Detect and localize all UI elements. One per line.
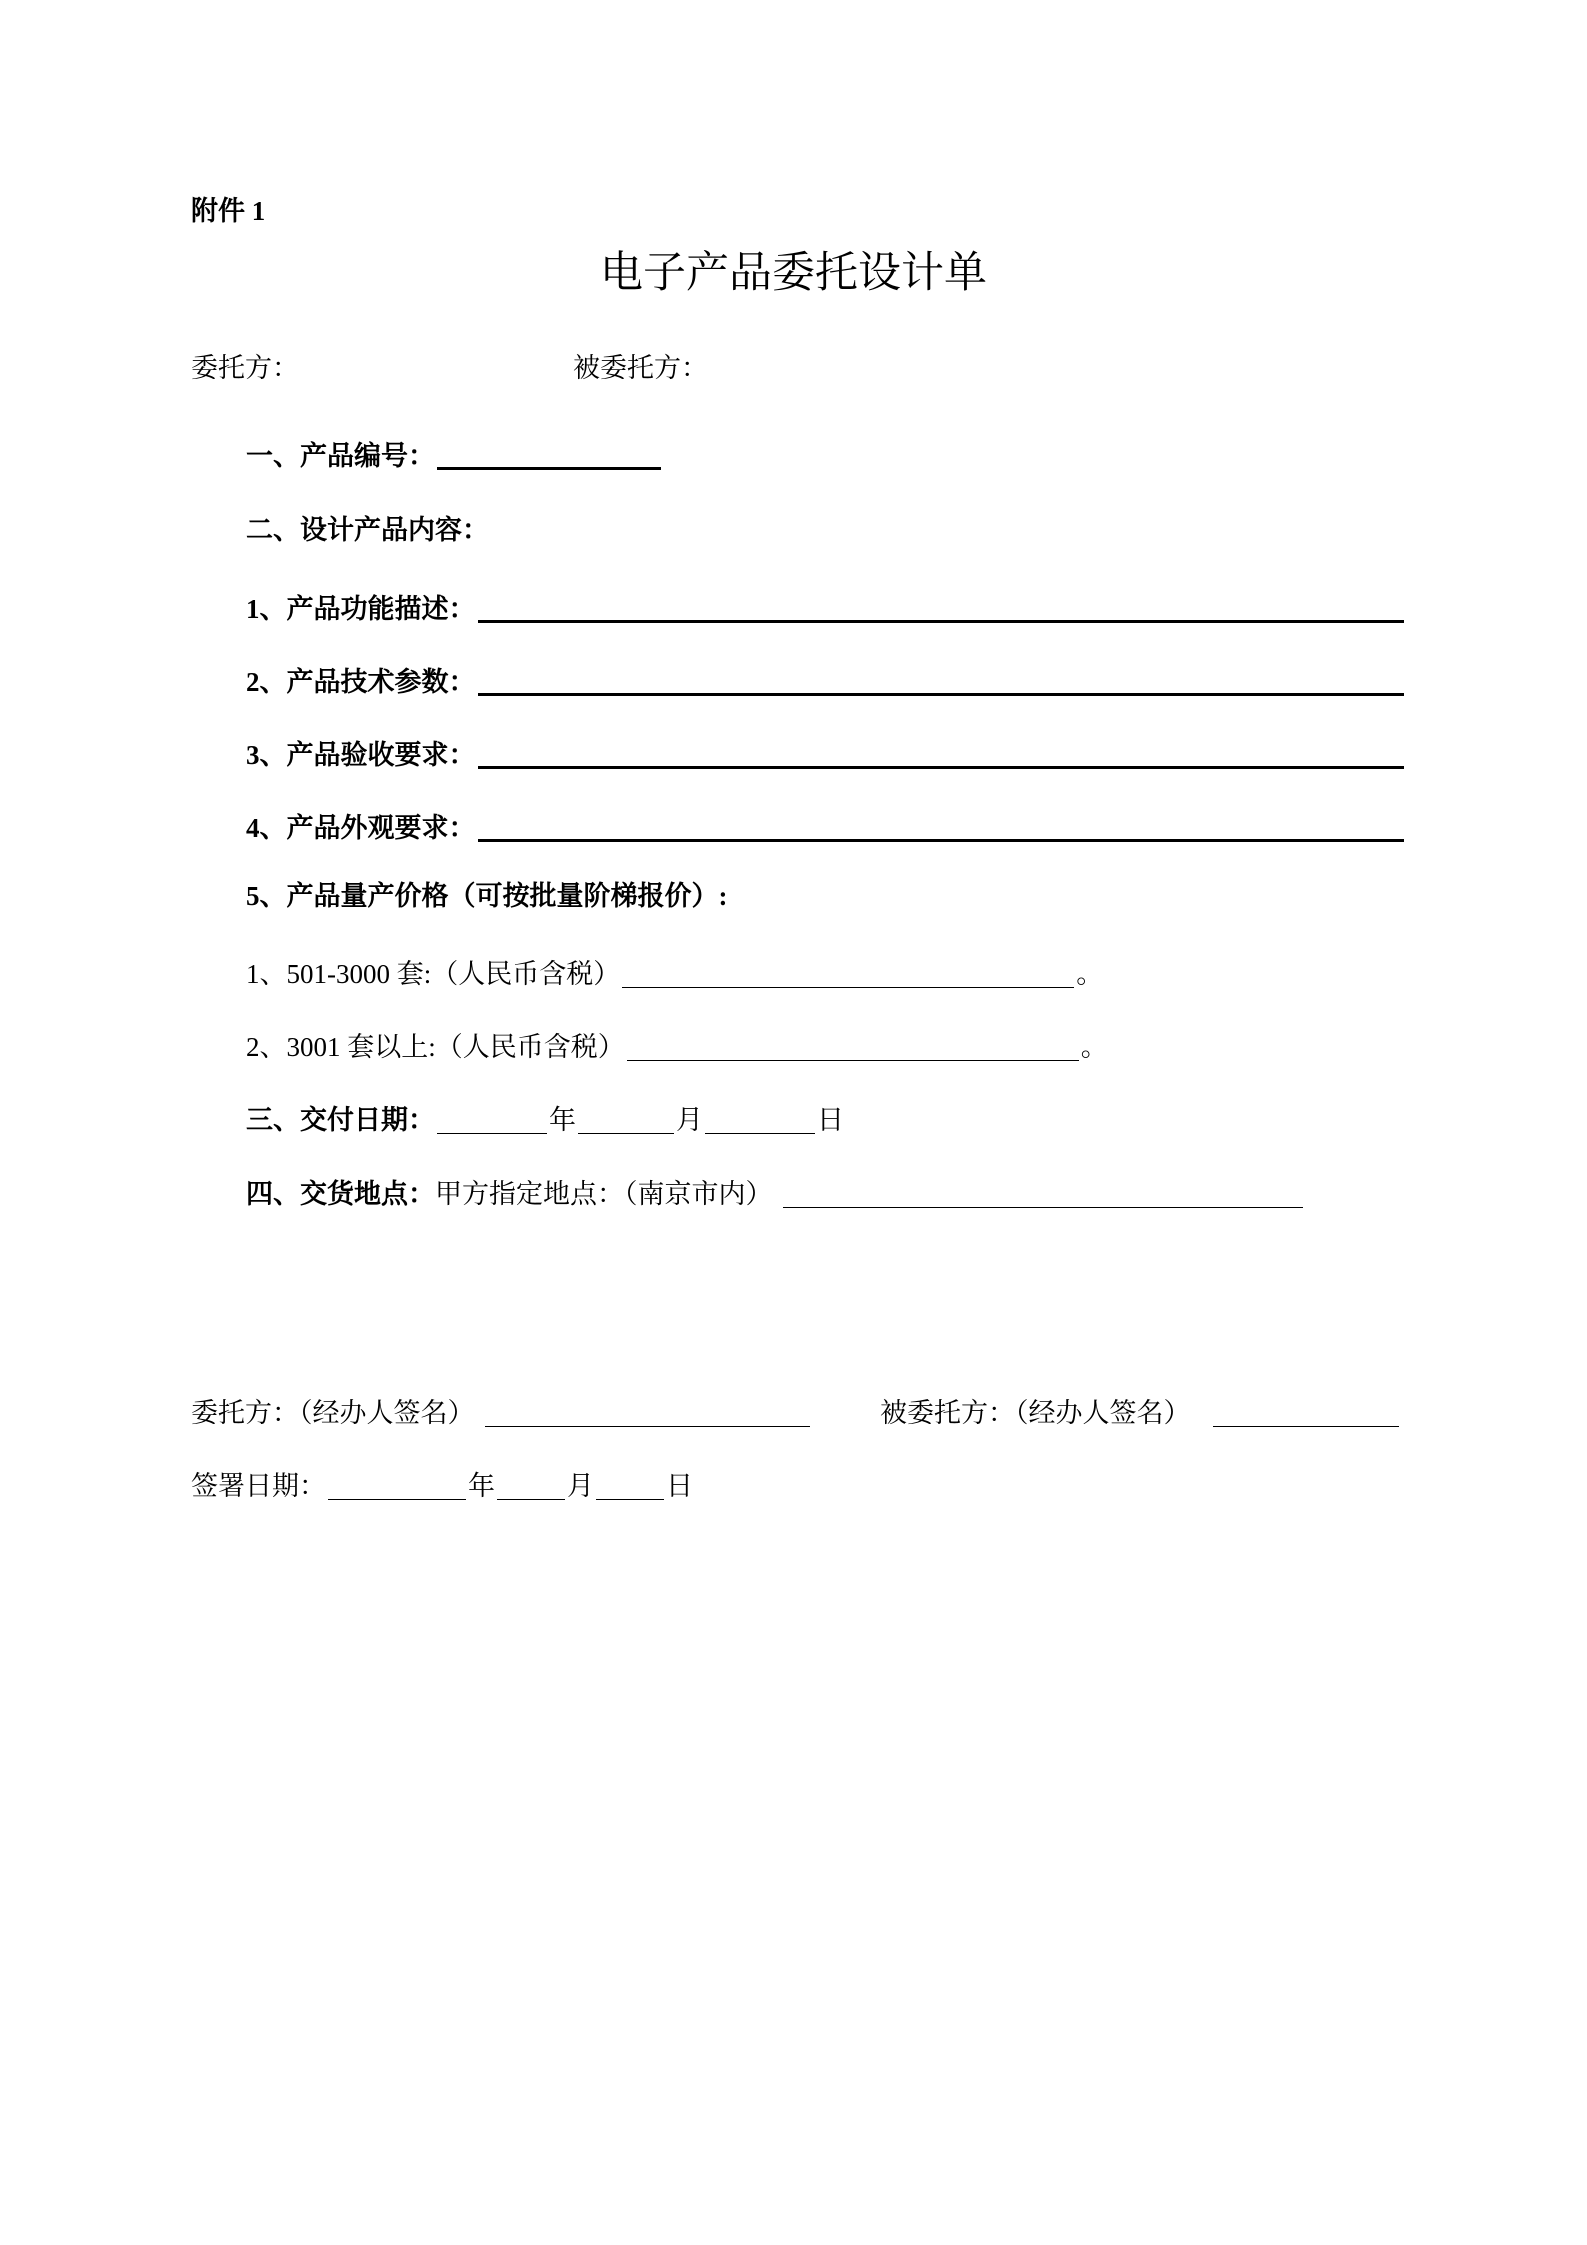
tech-params-field[interactable] — [478, 663, 1405, 696]
price-row-1 — [246, 957, 1103, 988]
acceptance-label: 3、产品验收要求： — [246, 740, 476, 770]
acceptance-row — [246, 736, 1406, 769]
design-content-heading: 二、设计产品内容： — [246, 515, 489, 545]
delivery-location-value: 甲方指定地点：（南京市内） — [435, 1179, 773, 1209]
client-label: 委托方： — [191, 353, 299, 383]
delivery-location-field[interactable] — [783, 1177, 1303, 1208]
price-row-2-field[interactable] — [627, 1030, 1079, 1061]
product-number-row — [246, 437, 663, 470]
delivery-day-field[interactable] — [705, 1103, 815, 1134]
client-sign-label: 委托方：（经办人签名） — [191, 1398, 475, 1428]
price-row-1-suffix: 。 — [1076, 959, 1104, 989]
delivery-year-field[interactable] — [437, 1103, 547, 1134]
sign-year-field[interactable] — [328, 1469, 466, 1500]
contractor-sign-label: 被委托方：（经办人签名） — [880, 1398, 1191, 1428]
tech-params-label: 2、产品技术参数： — [246, 667, 476, 697]
price-row-2-suffix: 。 — [1080, 1032, 1108, 1062]
delivery-year-unit: 年 — [549, 1105, 576, 1135]
price-row-1-field[interactable] — [622, 957, 1074, 988]
sign-day-field[interactable] — [596, 1469, 664, 1500]
client-sign-field[interactable] — [485, 1396, 810, 1427]
delivery-location-row — [246, 1177, 1305, 1208]
page-title: 电子产品委托设计单 — [600, 250, 987, 297]
sign-year-unit: 年 — [468, 1471, 495, 1501]
sign-month-unit: 月 — [567, 1471, 594, 1501]
delivery-date-label: 三、交付日期： — [246, 1105, 435, 1135]
sign-date-label: 签署日期： — [191, 1471, 326, 1501]
product-number-field[interactable] — [437, 437, 661, 470]
function-desc-row — [246, 590, 1406, 623]
delivery-date-row — [246, 1103, 844, 1134]
sign-month-field[interactable] — [497, 1469, 565, 1500]
delivery-month-field[interactable] — [578, 1103, 674, 1134]
attachment-label: 附件 1 — [191, 196, 266, 226]
price-row-2 — [246, 1030, 1108, 1061]
delivery-day-unit: 日 — [817, 1105, 844, 1135]
contractor-sign-field[interactable] — [1213, 1396, 1399, 1427]
function-desc-label: 1、产品功能描述： — [246, 594, 476, 624]
delivery-month-unit: 月 — [676, 1105, 703, 1135]
delivery-location-label: 四、交货地点： — [246, 1179, 435, 1209]
sign-date-row — [191, 1469, 693, 1500]
acceptance-field[interactable] — [478, 736, 1405, 769]
price-heading: 5、产品量产价格（可按批量阶梯报价）: — [246, 881, 728, 911]
appearance-row — [246, 809, 1406, 842]
contractor-sign-row — [880, 1396, 1401, 1427]
sign-day-unit: 日 — [666, 1471, 693, 1501]
function-desc-field[interactable] — [478, 590, 1405, 623]
appearance-field[interactable] — [478, 809, 1405, 842]
price-row-2-label: 2、3001 套以上:（人民币含税） — [246, 1032, 625, 1062]
product-number-label: 一、产品编号： — [246, 441, 435, 471]
tech-params-row — [246, 663, 1406, 696]
client-sign-row — [191, 1396, 812, 1427]
price-row-1-label: 1、501-3000 套:（人民币含税） — [246, 959, 621, 989]
contractor-label: 被委托方： — [573, 353, 708, 383]
appearance-label: 4、产品外观要求： — [246, 813, 476, 843]
